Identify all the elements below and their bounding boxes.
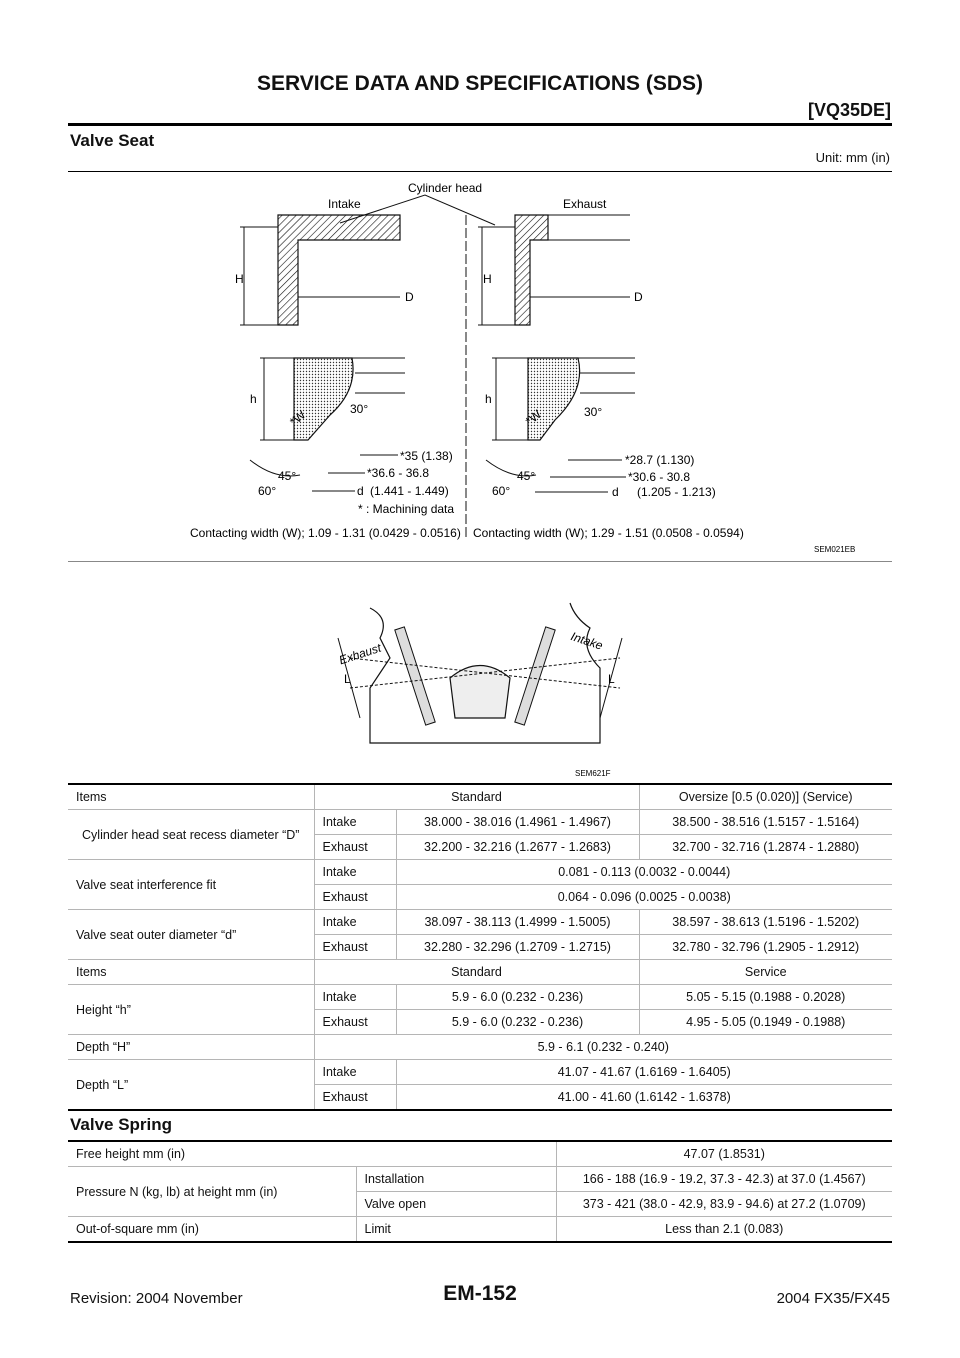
- figure-code: SEM621F: [575, 769, 611, 778]
- table-cell: Out-of-square mm (in): [68, 1217, 356, 1243]
- vehicle-model: 2004 FX35/FX45: [776, 1290, 890, 1307]
- intake-contact-width: Contacting width (W); 1.09 - 1.31 (0.0429 - 0.0516): [190, 526, 461, 540]
- valve-seat-heading: Valve Seat: [70, 131, 155, 150]
- table-cell: Intake: [314, 860, 396, 885]
- engine-code: [VQ35DE]: [807, 100, 891, 120]
- intake-H-label: H: [235, 272, 244, 286]
- row-label: Depth “H”: [68, 1035, 314, 1060]
- table-cell: Installation: [356, 1167, 556, 1192]
- intake-dim1: *35 (1.38): [400, 449, 453, 463]
- table-cell: Intake: [314, 810, 396, 835]
- exhaust-valve: [395, 627, 435, 725]
- table-cell: 38.097 - 38.113 (1.4999 - 1.5005): [396, 910, 639, 935]
- unit-note: Unit: mm (in): [815, 150, 890, 165]
- valve-seat-figure: [190, 175, 880, 555]
- figure-rule: [68, 561, 892, 562]
- table-cell: 4.95 - 5.05 (0.1949 - 0.1988): [639, 1010, 892, 1035]
- intake-30-label: 30°: [350, 402, 369, 416]
- intake-valve: [515, 627, 555, 725]
- table-cell: 32.280 - 32.296 (1.2709 - 1.2715): [396, 935, 639, 960]
- col-items: Items: [68, 960, 314, 985]
- intake-valve-seat: [294, 358, 353, 440]
- table-cell: 0.064 - 0.096 (0.0025 - 0.0038): [396, 885, 892, 910]
- table-cell: 32.780 - 32.796 (1.2905 - 1.2912): [639, 935, 892, 960]
- exhaust-label: Exhaust: [337, 640, 383, 668]
- col-service: Service: [639, 960, 892, 985]
- table-cell: 41.00 - 41.60 (1.6142 - 1.6378): [396, 1085, 892, 1111]
- table-cell: 373 - 421 (38.0 - 42.9, 83.9 - 94.6) at 27.2 (1.0709): [556, 1192, 892, 1217]
- intake-dim3: (1.441 - 1.449): [370, 484, 449, 498]
- col-standard: Standard: [314, 960, 639, 985]
- intake-label: Intake: [328, 197, 361, 211]
- L-label-left: L: [344, 672, 351, 686]
- table-cell: 5.9 - 6.1 (0.232 - 0.240): [314, 1035, 892, 1060]
- table-cell: Intake: [314, 1060, 396, 1085]
- exhaust-dim2: *30.6 - 30.8: [628, 470, 691, 484]
- exhaust-dim3: (1.205 - 1.213): [637, 485, 716, 499]
- table-cell: Valve open: [356, 1192, 556, 1217]
- machining-note: * : Machining data: [358, 502, 455, 516]
- table-cell: Exhaust: [314, 835, 396, 860]
- intake-h-label: h: [250, 392, 257, 406]
- section-rule: [68, 171, 892, 172]
- row-label: Height “h”: [68, 985, 314, 1035]
- table-cell: Exhaust: [314, 1085, 396, 1111]
- table-cell: 32.200 - 32.216 (1.2677 - 1.2683): [396, 835, 639, 860]
- intake-head-section: [278, 215, 400, 325]
- row-label: Depth “L”: [68, 1060, 314, 1111]
- table-cell: Limit: [356, 1217, 556, 1243]
- depth-L-figure: [330, 598, 630, 778]
- table-cell: 5.9 - 6.0 (0.232 - 0.236): [396, 985, 639, 1010]
- table-cell: 5.9 - 6.0 (0.232 - 0.236): [396, 1010, 639, 1035]
- table-cell: 166 - 188 (16.9 - 19.2, 37.3 - 42.3) at 37.0 (1.4567): [556, 1167, 892, 1192]
- row-label: Valve seat interference fit: [68, 860, 314, 910]
- header-rule: [68, 123, 892, 126]
- col-standard: Standard: [314, 784, 639, 810]
- exhaust-head-section: [515, 215, 548, 325]
- table-cell: Free height mm (in): [68, 1141, 556, 1167]
- table-cell: 5.05 - 5.15 (0.1988 - 0.2028): [639, 985, 892, 1010]
- exhaust-label: Exhaust: [563, 197, 607, 211]
- intake-d-label: d: [357, 484, 364, 498]
- cylinder-head-label: Cylinder head: [408, 181, 483, 195]
- table-cell: 38.000 - 38.016 (1.4961 - 1.4967): [396, 810, 639, 835]
- table-cell: 38.597 - 38.613 (1.5196 - 1.5202): [639, 910, 892, 935]
- exhaust-dim1: *28.7 (1.130): [625, 453, 695, 467]
- valve-spring-heading: Valve Spring: [70, 1115, 173, 1134]
- exhaust-W-label: *W: [522, 407, 544, 429]
- row-label: Valve seat outer diameter “d”: [68, 910, 314, 960]
- table-cell: 0.081 - 0.113 (0.0032 - 0.0044): [396, 860, 892, 885]
- table-cell: Exhaust: [314, 885, 396, 910]
- table-cell: 32.700 - 32.716 (1.2874 - 1.2880): [639, 835, 892, 860]
- table-cell: Less than 2.1 (0.083): [556, 1217, 892, 1243]
- intake-45-label: 45°: [278, 469, 297, 483]
- exhaust-60-label: 60°: [492, 484, 511, 498]
- table-cell: 41.07 - 41.67 (1.6169 - 1.6405): [396, 1060, 892, 1085]
- page-number: EM-152: [443, 1282, 517, 1305]
- row-label: Cylinder head seat recess diameter “D”: [68, 810, 314, 860]
- exhaust-h-label: h: [485, 392, 492, 406]
- col-oversize: Oversize [0.5 (0.020)] (Service): [639, 784, 892, 810]
- exhaust-H-label: H: [483, 272, 492, 286]
- page-title: SERVICE DATA AND SPECIFICATIONS (SDS): [256, 72, 704, 95]
- col-items: Items: [68, 784, 314, 810]
- valve-spring-table: [68, 1140, 892, 1243]
- exhaust-45-label: 45°: [517, 469, 536, 483]
- table-cell: 38.500 - 38.516 (1.5157 - 1.5164): [639, 810, 892, 835]
- revision-date: Revision: 2004 November: [70, 1290, 243, 1307]
- table-cell: Exhaust: [314, 1010, 396, 1035]
- valve-seat-table: [68, 783, 892, 1111]
- figure-code: SEM021EB: [814, 545, 856, 554]
- table-cell: Intake: [314, 985, 396, 1010]
- table-cell: Intake: [314, 910, 396, 935]
- intake-dim2: *36.6 - 36.8: [367, 466, 430, 480]
- exhaust-contact-width: Contacting width (W); 1.29 - 1.51 (0.0508 - 0.0594): [473, 526, 744, 540]
- intake-60-label: 60°: [258, 484, 277, 498]
- row-label: Pressure N (kg, lb) at height mm (in): [68, 1167, 356, 1217]
- intake-D-label: D: [405, 290, 414, 304]
- table-cell: 47.07 (1.8531): [556, 1141, 892, 1167]
- exhaust-D-label: D: [634, 290, 643, 304]
- L-label-right: L: [608, 672, 615, 686]
- intake-W-label: *W: [286, 407, 309, 429]
- exhaust-valve-seat: [528, 358, 580, 440]
- table-cell: Exhaust: [314, 935, 396, 960]
- exhaust-30-label: 30°: [584, 405, 603, 419]
- exhaust-d-label: d: [612, 485, 619, 499]
- intake-label: Intake: [569, 629, 605, 653]
